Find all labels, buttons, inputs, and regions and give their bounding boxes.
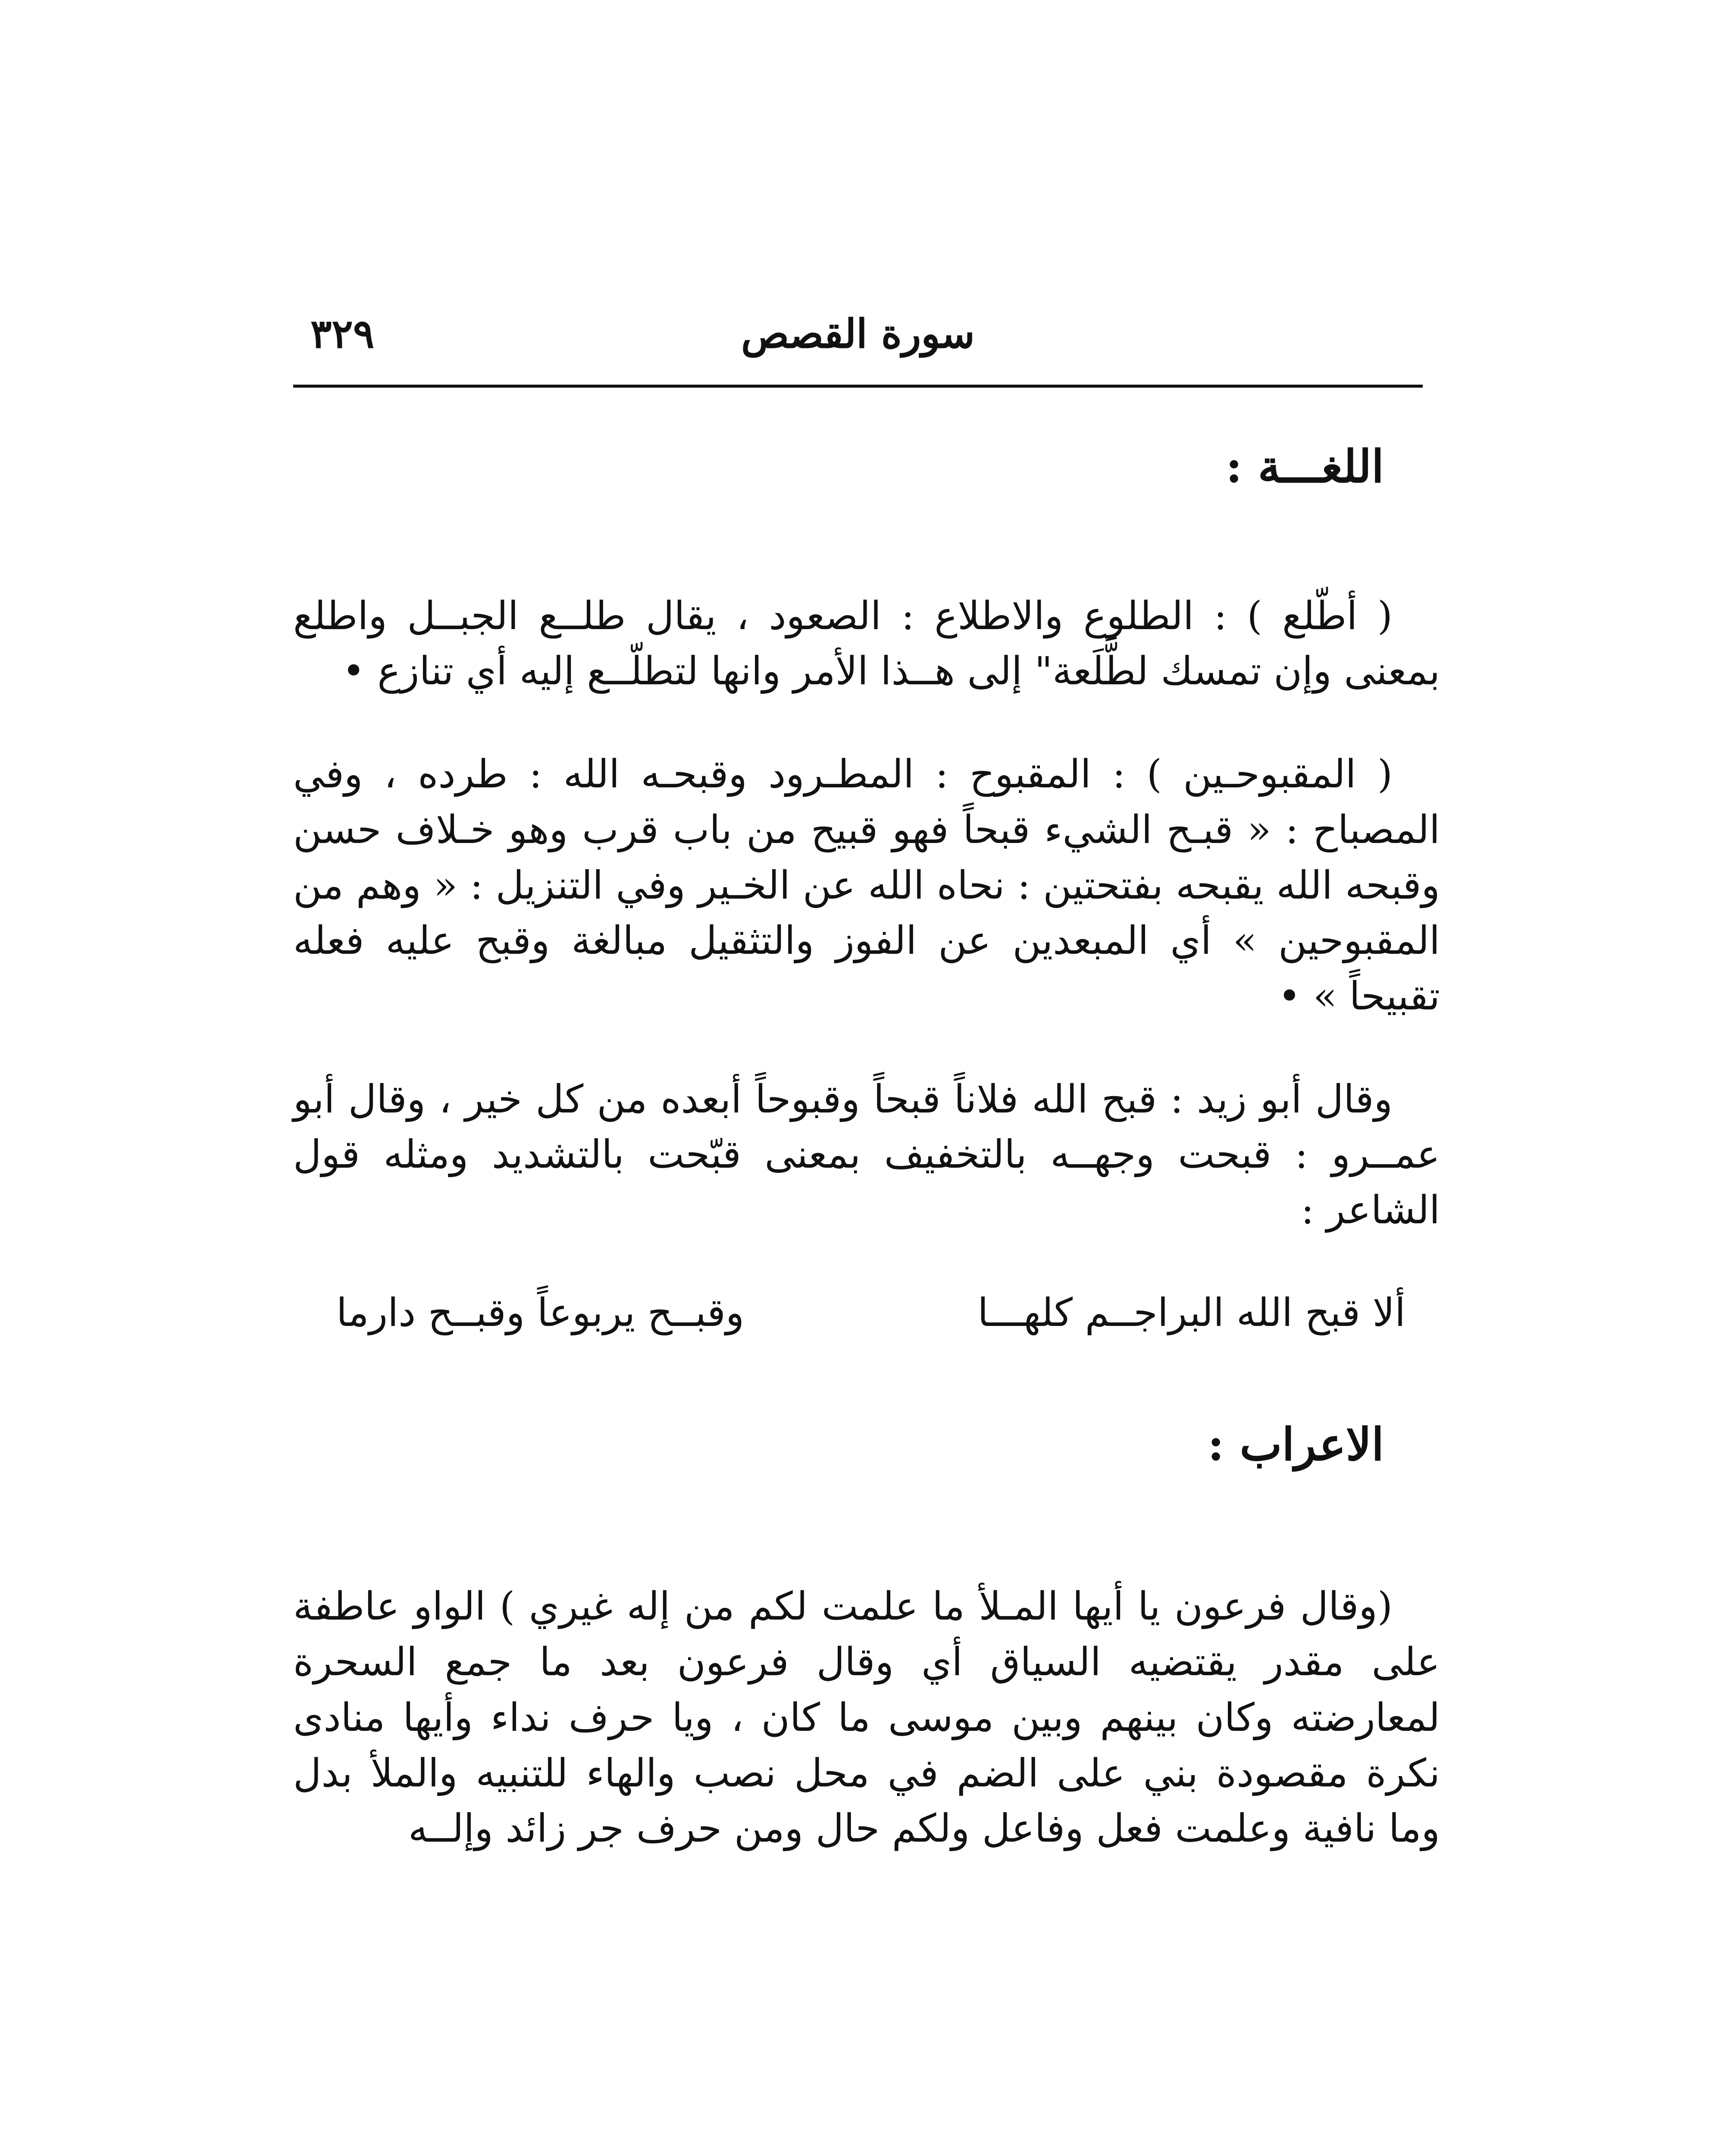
surah-title: سورة القصص xyxy=(741,310,975,357)
paragraph-firawn: (وقال فرعون يا أيها المـلأ ما علمت لكم من إله غيري ) الواو عاطفة على مقدر يقتضيه السياق أي وقال فرعون بعد ما جمع السحرة لمعارضته وكان بينهم وبين موسى ما كان ، ويا حرف نداء وأيها منادى نكرة مقصودة بني على الضم في محل نصب والهاء للتنبيه والملأ بدل وما نافية وعلمت فعل وفاعل ولكم حال ومن حرف جر زائد وإلــه xyxy=(293,1584,1440,1852)
paragraph-abu-zayd: وقال أبو زيد : قبح الله فلاناً قبحاً وقبوحاً أبعده من كل خير ، وقال أبو عمــرو : قبحت وجهــه بالتخفيف بمعنى قبّحت بالتشديد ومثله قول الشاعر : xyxy=(293,1076,1440,1233)
page-header xyxy=(293,302,1423,379)
irab-heading: الاعراب : xyxy=(1207,1417,1384,1471)
page-body xyxy=(293,440,1440,1857)
header-divider xyxy=(293,385,1423,388)
paragraph-maqbuhin: ( المقبوحـين ) : المقبوح : المطـرود وقبحـه الله : طرده ، وفي المصباح : « قبـح الشيء قبحاً فهو قبيح من باب قرب وهو خـلاف حسن وقبحه الله يقبحه بفتحتين : نحاه الله عن الخـير وفي التنزيل : « وهم من المقبوحين » أي المبعدين عن الفوز والتثقيل مبالغة وقبح عليه فعله تقبيحاً » • xyxy=(293,752,1440,1019)
poetry-verse xyxy=(336,1286,1405,1340)
verse-first-hemistich: ألا قبح الله البراجــم كلهـــا xyxy=(977,1290,1405,1335)
lugha-heading: اللغـــة : xyxy=(1226,440,1384,493)
paragraph-atalla: ( أطّلع ) : الطلوع والاطلاع : الصعود ، يقال طلــع الجبــل واطلع بمعنى وإن تمسك لطَّلَعة" إلى هــذا الأمر وانها لتطلّــع إليه أي تنازع • xyxy=(293,593,1440,694)
page-number: ٣٢٩ xyxy=(310,310,375,357)
verse-second-hemistich: وقبــح يربوعاً وقبــح دارما xyxy=(336,1290,745,1335)
